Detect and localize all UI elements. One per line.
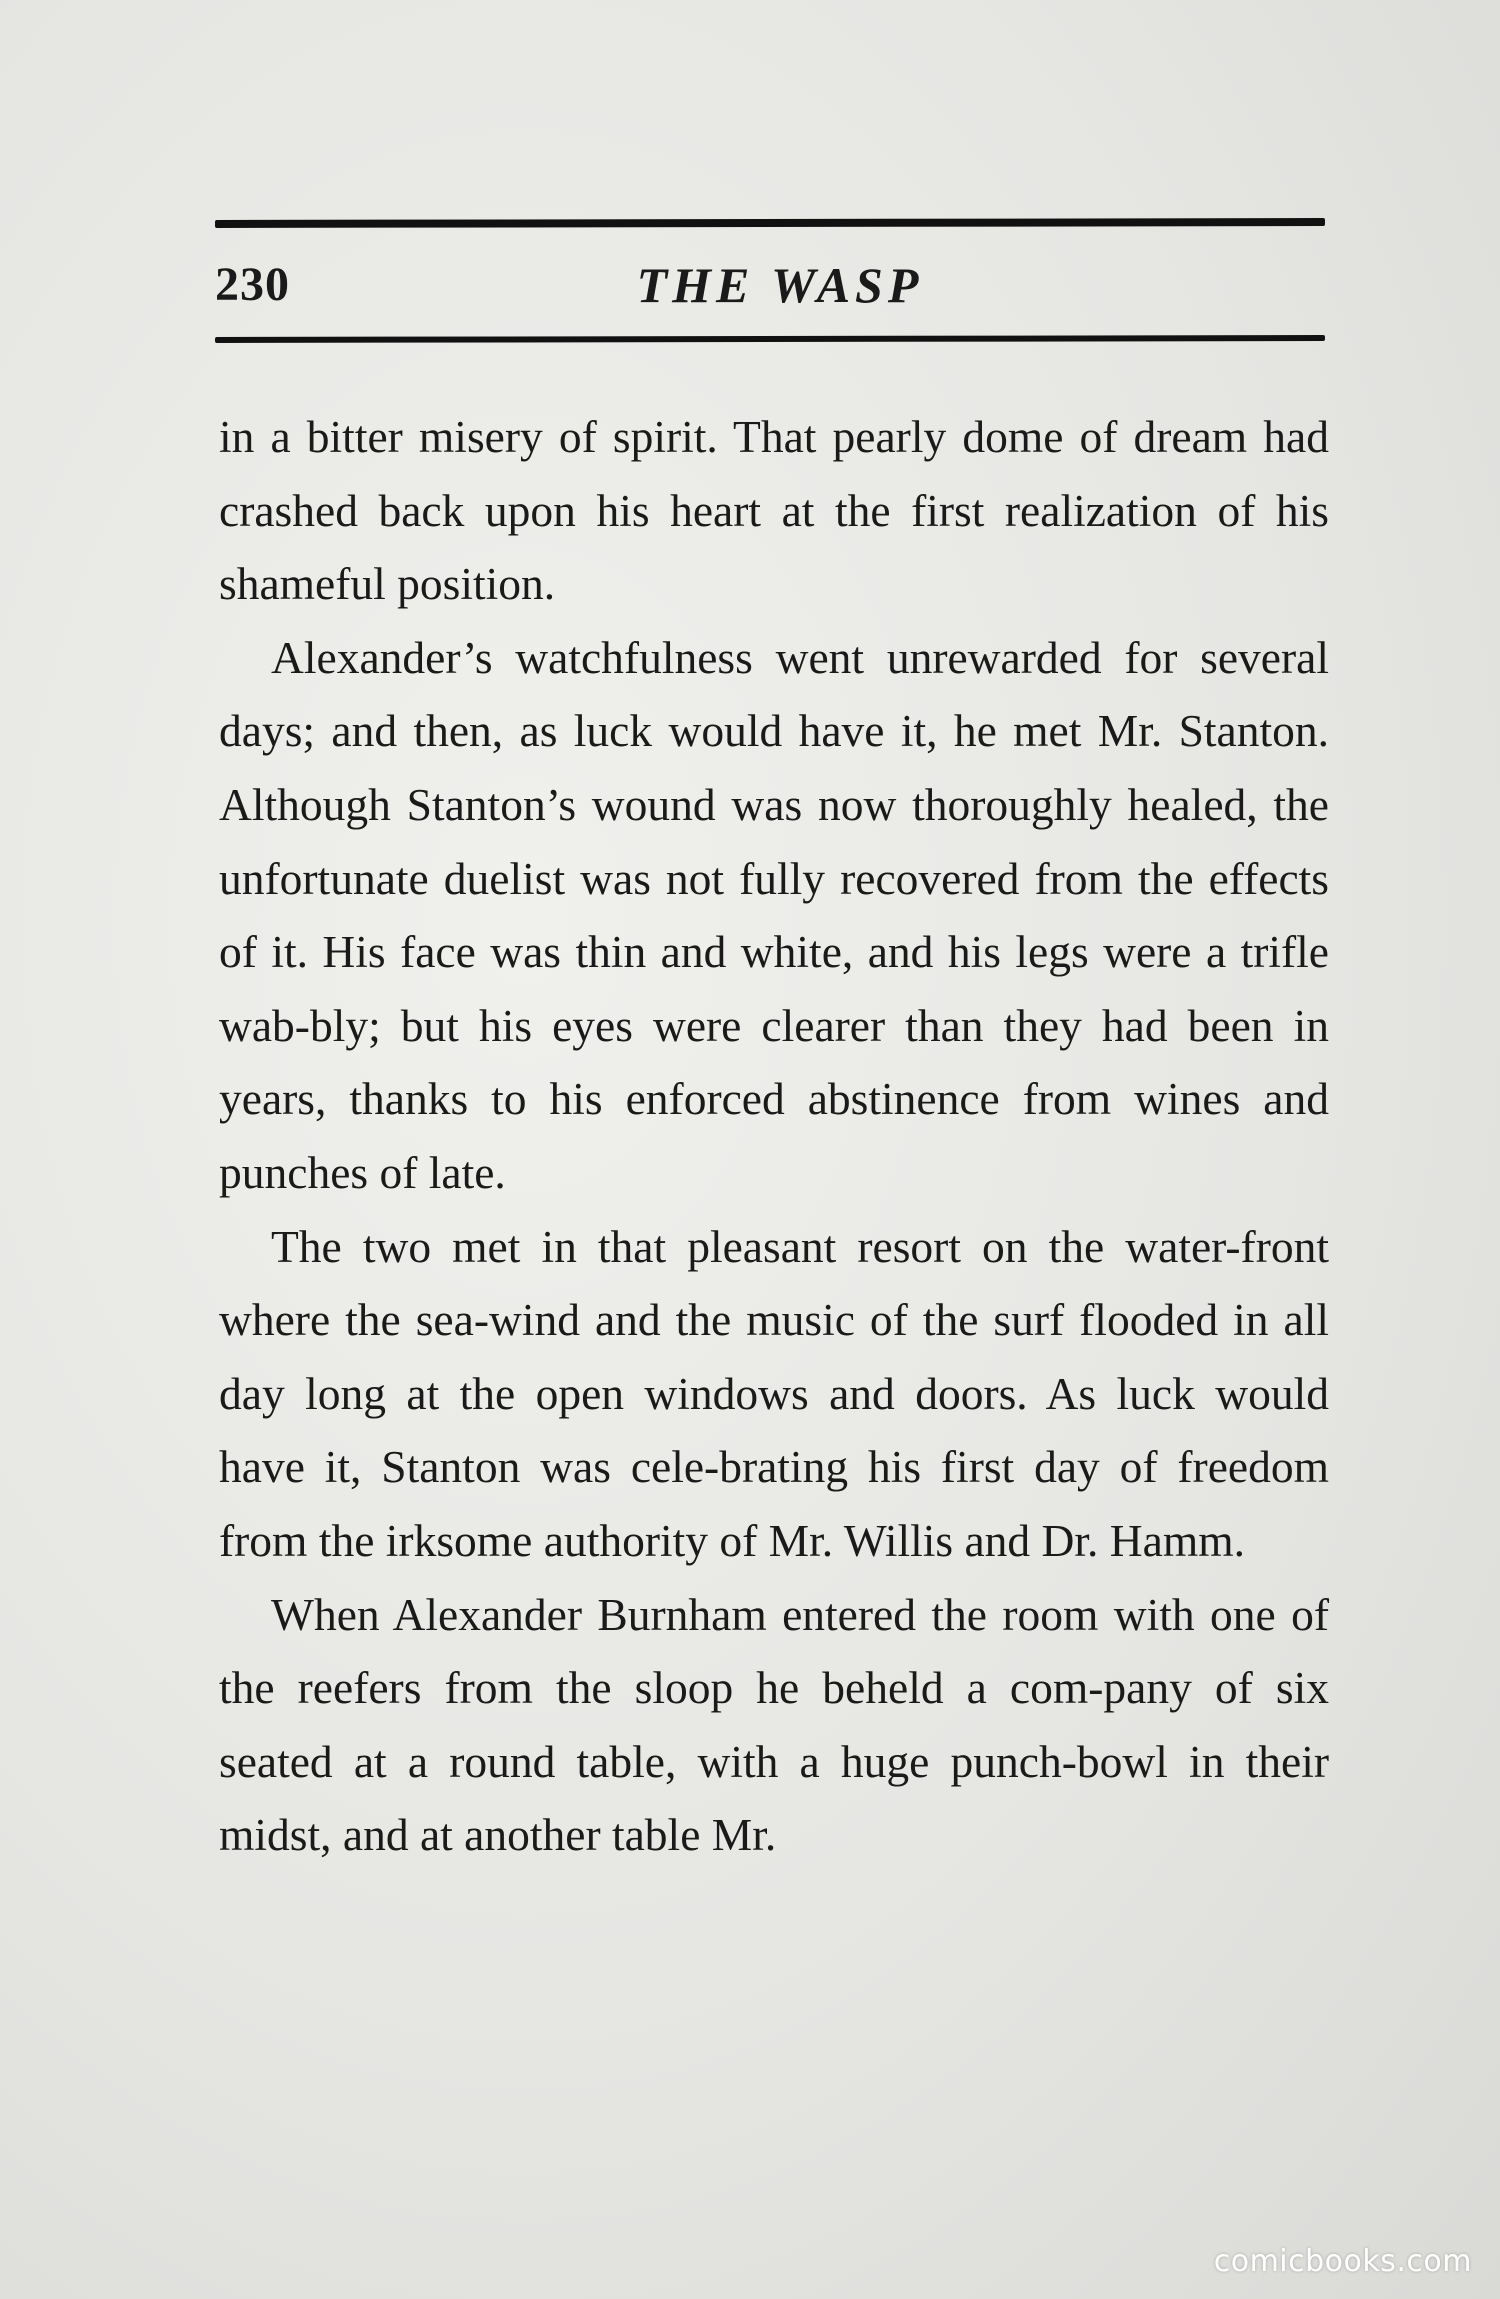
header-top-rule xyxy=(215,218,1325,228)
body-text xyxy=(219,400,1329,1872)
header-bottom-rule xyxy=(215,335,1325,343)
running-head xyxy=(215,250,1325,320)
paragraph-continuation: in a bitter misery of spirit. That pearly dome of dream had crashed back upon his heart at the first realization of his shameful position. xyxy=(219,411,1329,610)
page-number: 230 xyxy=(215,258,290,311)
paragraph: The two met in that pleasant resort on the water-front where the sea-wind and the music of the surf flooded in all day long at the open windows and doors. As luck would have it, Stanton was cele-brating his first day of freedom from the irksome authority of Mr. Willis and Dr. Hamm. xyxy=(219,1220,1329,1566)
book-title: THE WASP xyxy=(636,257,924,313)
watermark-text: comicbooks.com xyxy=(1213,2244,1472,2279)
paragraph: When Alexander Burnham entered the room with one of the reefers from the sloop he beheld a com-pany of six seated at a round table, with a huge punch-bowl in their midst, and at another table Mr. xyxy=(219,1588,1329,1861)
paragraph: Alexander’s watchfulness went unrewarded for several days; and then, as luck would have it, he met Mr. Stanton. Although Stanton’s wound was now thoroughly healed, the unfortunate duelist was not fully recovered from the effects of it. His face was thin and white, and his legs were a trifle wab-bly; but his eyes were clearer than they had been in years, thanks to his enforced abstinence from wines and punches of late. xyxy=(219,631,1329,1198)
